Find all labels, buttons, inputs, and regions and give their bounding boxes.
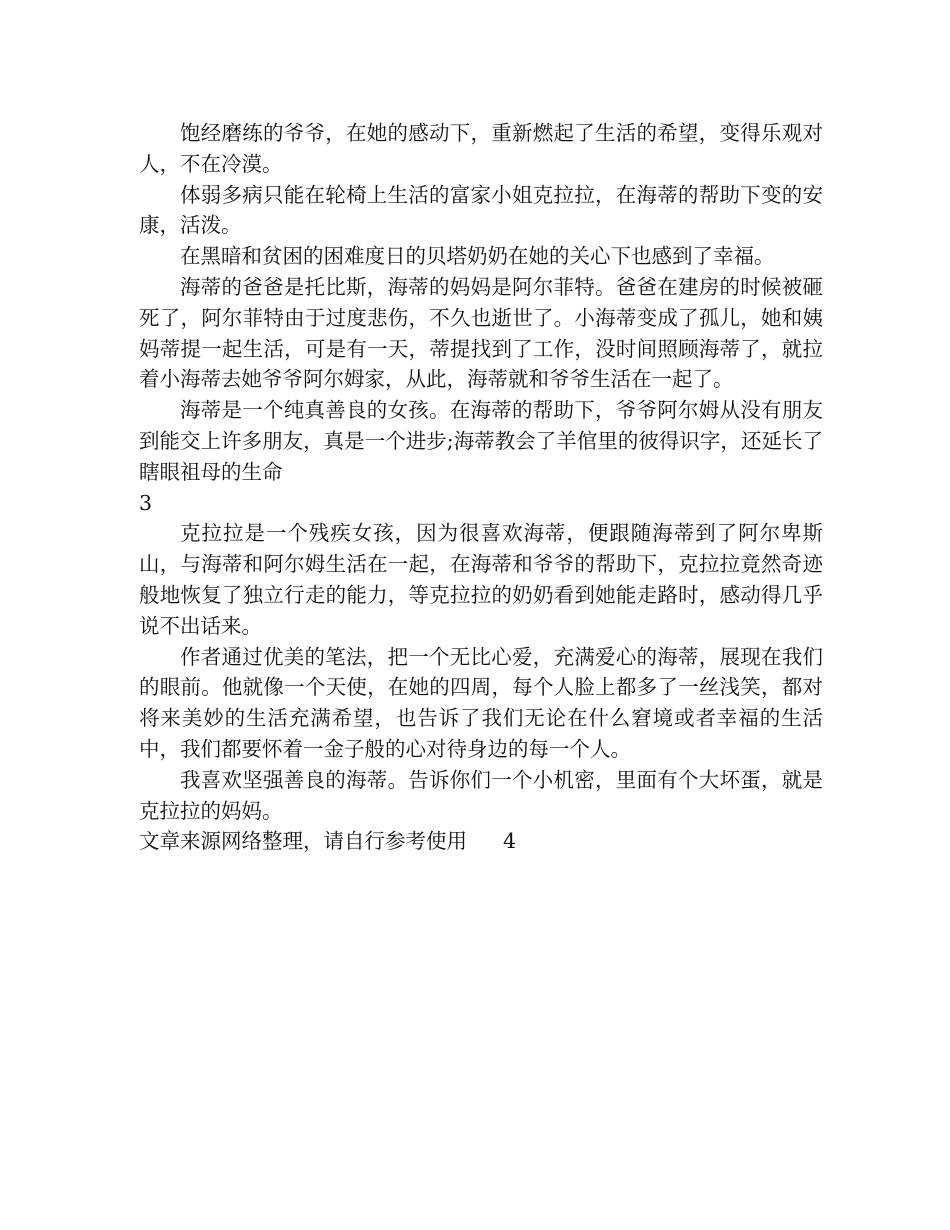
- paragraph: 克拉拉是一个残疾女孩，因为很喜欢海蒂，便跟随海蒂到了阿尔卑斯山，与海蒂和阿尔姆生活在一起，在海蒂和爷爷的帮助下，克拉拉竟然奇迹般地恢复了独立行走的能力，等克拉拉的奶奶看到她能走路时，感动得几乎说不出话来。: [139, 521, 823, 638]
- paragraph: 作者通过优美的笔法，把一个无比心爱，充满爱心的海蒂，展现在我们的眼前。他就像一个天使，在她的四周，每个人脸上都多了一丝浅笑，都对将来美妙的生活充满希望，也告诉了我们无论在什么窘境或者幸福的生活中，我们都要怀着一金子般的心对待身边的每一个人。: [139, 644, 823, 761]
- page-number: 4: [503, 829, 517, 854]
- page-footer: [139, 826, 823, 857]
- paragraph: 体弱多病只能在轮椅上生活的富家小姐克拉拉，在海蒂的帮助下变的安康，活泼。: [139, 182, 823, 238]
- paragraph: 海蒂是一个纯真善良的女孩。在海蒂的帮助下，爷爷阿尔姆从没有朋友到能交上许多朋友，真是一个进步;海蒂教会了羊倌里的彼得识字，还延长了瞎眼祖母的生命: [139, 398, 823, 484]
- paragraph: 我喜欢坚强善良的海蒂。告诉你们一个小机密，里面有个大坏蛋，就是克拉拉的妈妈。: [139, 767, 823, 823]
- paragraph: 在黑暗和贫困的困难度日的贝塔奶奶在她的关心下也感到了幸福。: [180, 244, 775, 269]
- document-body: [139, 118, 823, 857]
- page-marker: 3: [139, 490, 153, 515]
- source-note: 文章来源网络整理，请自行参考使用: [139, 829, 467, 854]
- paragraph: 海蒂的爸爸是托比斯，海蒂的妈妈是阿尔菲特。爸爸在建房的时候被砸死了，阿尔菲特由于过度悲伤，不久也逝世了。小海蒂变成了孤儿，她和姨妈蒂提一起生活，可是有一天，蒂提找到了工作，没时间照顾海蒂了，就拉着小海蒂去她爷爷阿尔姆家，从此，海蒂就和爷爷生活在一起了。: [139, 274, 823, 392]
- paragraph: 饱经磨练的爷爷，在她的感动下，重新燃起了生活的希望，变得乐观对人，不在冷漠。: [139, 121, 823, 176]
